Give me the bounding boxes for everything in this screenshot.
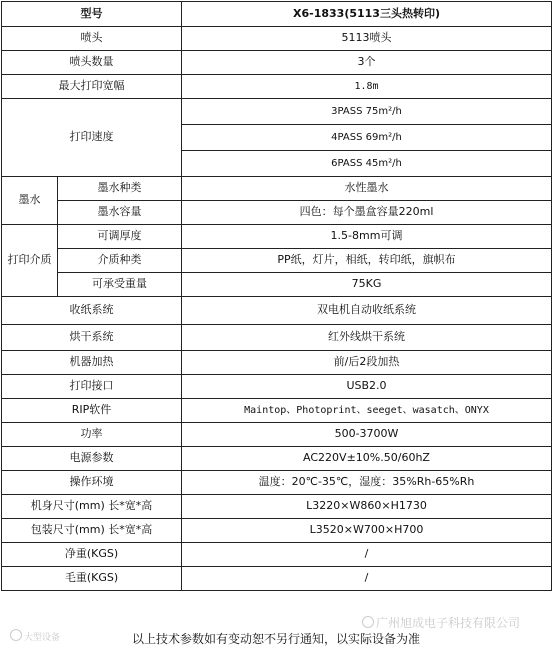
table-header-row	[2, 2, 552, 27]
table-row	[2, 375, 552, 399]
net-weight-label: 净重(KGS)	[2, 543, 182, 567]
wechat-logo-icon	[362, 616, 374, 628]
media-thickness-value: 1.5-8mm可调	[182, 225, 552, 249]
ink-capacity-value: 四色：每个墨盒容量220ml	[182, 201, 552, 225]
table-row	[2, 325, 552, 351]
speed-value-4pass: 4PASS 69m²/h	[182, 125, 552, 151]
power-label: 功率	[2, 423, 182, 447]
table-row	[2, 351, 552, 375]
nozzle-label: 喷头	[2, 27, 182, 51]
max-width-label: 最大打印宽幅	[2, 75, 182, 99]
take-up-value: 双电机自动收纸系统	[182, 297, 552, 325]
table-row	[2, 399, 552, 423]
interface-label: 打印接口	[2, 375, 182, 399]
rip-label: RIP软件	[2, 399, 182, 423]
model-value: X6-1833(5113三头热转印)	[182, 2, 552, 27]
table-row	[2, 567, 552, 591]
interface-value: USB2.0	[182, 375, 552, 399]
dryer-label: 烘干系统	[2, 325, 182, 351]
table-row	[2, 447, 552, 471]
speed-value-6pass: 6PASS 45m²/h	[182, 151, 552, 177]
table-row	[2, 249, 552, 273]
machine-size-value: L3220×W860×H1730	[182, 495, 552, 519]
table-row	[2, 273, 552, 297]
speed-value-3pass: 3PASS 75m²/h	[182, 99, 552, 125]
package-size-label: 包装尺寸(mm) 长*宽*高	[2, 519, 182, 543]
table-row	[2, 519, 552, 543]
take-up-label: 收纸系统	[2, 297, 182, 325]
heating-value: 前/后2段加热	[182, 351, 552, 375]
table-row	[2, 201, 552, 225]
nozzle-value: 5113喷头	[182, 27, 552, 51]
power-params-value: AC220V±10%.50/60hZ	[182, 447, 552, 471]
power-value: 500-3700W	[182, 423, 552, 447]
media-load-value: 75KG	[182, 273, 552, 297]
ink-label: 墨水	[2, 177, 58, 225]
net-weight-value: /	[182, 543, 552, 567]
power-params-label: 电源参数	[2, 447, 182, 471]
nozzle-count-label: 喷头数量	[2, 51, 182, 75]
ink-type-value: 水性墨水	[182, 177, 552, 201]
media-kind-value: PP纸，灯片，相纸，转印纸，旗帜布	[182, 249, 552, 273]
machine-size-label: 机身尺寸(mm) 长*宽*高	[2, 495, 182, 519]
table-row	[2, 297, 552, 325]
package-size-value: L3520×W700×H700	[182, 519, 552, 543]
table-row	[2, 543, 552, 567]
ink-type-label: 墨水种类	[58, 177, 182, 201]
table-row	[2, 423, 552, 447]
table-row	[2, 27, 552, 51]
table-row	[2, 495, 552, 519]
speed-label: 打印速度	[2, 99, 182, 177]
media-kind-label: 介质种类	[58, 249, 182, 273]
environment-value: 温度：20℃-35℃，湿度：35%Rh-65%Rh	[182, 471, 552, 495]
ink-capacity-label: 墨水容量	[58, 201, 182, 225]
dryer-value: 红外线烘干系统	[182, 325, 552, 351]
watermark-source-text: 大型设备	[24, 633, 61, 643]
table-row	[2, 471, 552, 495]
environment-label: 操作环境	[2, 471, 182, 495]
heating-label: 机器加热	[2, 351, 182, 375]
watermark-company	[362, 614, 520, 631]
gross-weight-label: 毛重(KGS)	[2, 567, 182, 591]
media-load-label: 可承受重量	[58, 273, 182, 297]
model-label: 型号	[2, 2, 182, 27]
table-row	[2, 99, 552, 125]
max-width-value: 1.8m	[182, 75, 552, 99]
table-row	[2, 177, 552, 201]
table-row	[2, 51, 552, 75]
rip-value: Maintop、Photoprint、seeget、wasatch、ONYX	[182, 399, 552, 423]
spec-table	[1, 1, 552, 591]
watermark-company-text: 广州旭成电子科技有限公司	[376, 616, 521, 630]
table-row	[2, 75, 552, 99]
media-label: 打印介质	[2, 225, 58, 297]
nozzle-count-value: 3个	[182, 51, 552, 75]
footer-note: 以上技术参数如有变动恕不另行通知，以实际设备为准	[131, 632, 420, 646]
media-thickness-label: 可调厚度	[58, 225, 182, 249]
table-row	[2, 225, 552, 249]
gross-weight-value: /	[182, 567, 552, 591]
